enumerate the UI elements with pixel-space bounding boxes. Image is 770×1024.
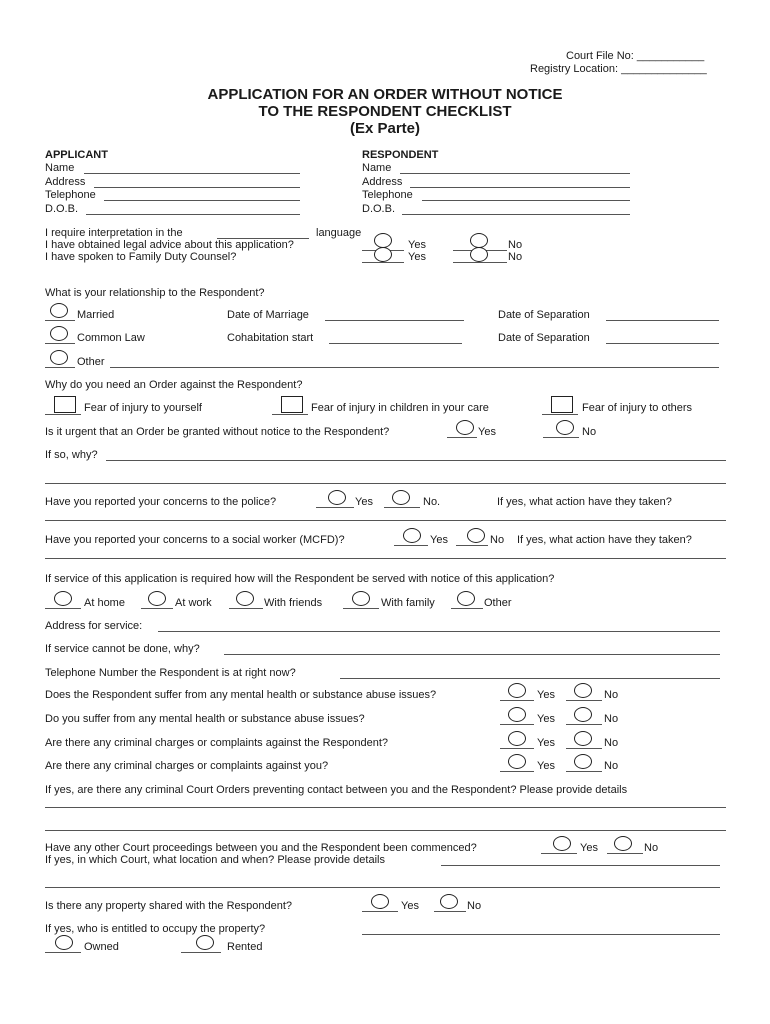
proceedings-question: Have any other Court proceedings between you and the Respondent been commenced? [45,842,477,854]
at-work-label: At work [175,597,212,609]
married-label: Married [77,309,115,321]
proceedings-no-line [607,853,643,854]
applicant-name-field[interactable] [84,173,300,174]
fear-others-label: Fear of injury to others [582,402,693,414]
you-mental-question: Do you suffer from any mental health or substance abuse issues? [45,713,365,725]
at-home-label: At home [84,597,125,609]
service-cannot-field[interactable] [224,654,720,655]
fear-children-label: Fear of injury in children in your care [311,402,489,414]
service-cannot-label: If service cannot be done, why? [45,643,200,655]
duty-counsel-no-radio[interactable] [470,247,488,262]
order-reason-question: Why do you need an Order against the Respondent? [45,379,303,391]
page-title-line3: (Ex Parte) [349,120,421,137]
police-no-label: No. [423,496,441,508]
respondent-address-field[interactable] [410,187,630,188]
respondent-name-label: Name [362,162,392,174]
fear-self-label: Fear of injury to yourself [84,402,202,414]
legal-advice-no-radio[interactable] [470,233,488,248]
respondent-mental-question: Does the Respondent suffer from any mental health or substance abuse issues? [45,689,437,701]
with-friends-line [229,608,263,609]
you-mental-yes-radio[interactable] [508,707,526,722]
cohabitation-start-label: Cohabitation start [227,332,314,344]
other-relationship-label: Other [77,356,105,368]
duty-counsel-question: I have spoken to Family Duty Counsel? [45,251,237,263]
property-no-radio[interactable] [440,894,458,909]
respondent-name-field[interactable] [400,173,630,174]
social-worker-question: Have you reported your concerns to a social worker (MCFD)? [45,534,345,546]
fear-self-checkbox[interactable] [54,396,76,413]
with-friends-label: With friends [264,597,323,609]
police-yes-radio[interactable] [328,490,346,505]
respondent-telephone-now-field[interactable] [340,678,720,679]
property-occupy-field[interactable] [362,934,720,935]
page-title-line2: TO THE RESPONDENT CHECKLIST [258,103,512,120]
applicant-address-label: Address [45,176,86,188]
cohabitation-start-field[interactable] [329,343,462,344]
property-occupy-question: If yes, who is entitled to occupy the property? [45,923,266,935]
fear-children-line [272,414,308,415]
proceedings-yes-label: Yes [580,842,598,854]
at-home-line [45,608,81,609]
fear-others-checkbox[interactable] [551,396,573,413]
urgent-yes-label: Yes [478,426,496,438]
urgent-no-line [543,437,579,438]
respondent-criminal-no-line [566,748,602,749]
legal-advice-yes-label: Yes [408,239,426,251]
court-file-no: Court File No: ___________ [566,50,705,62]
respondent-heading: RESPONDENT [362,149,439,161]
proceedings-details-field[interactable] [441,865,720,866]
date-of-separation-label-2: Date of Separation [498,332,590,344]
proceedings-yes-line [541,853,577,854]
court-orders-question: If yes, are there any criminal Court Orders preventing contact between you and the Respondent? Please provide details [45,784,628,796]
applicant-address-field[interactable] [94,187,300,188]
service-other-label: Other [484,597,512,609]
applicant-dob-label: D.O.B. [45,203,79,215]
property-yes-radio[interactable] [371,894,389,909]
service-other-radio[interactable] [457,591,475,606]
other-relationship-field[interactable] [110,367,719,368]
respondent-mental-no-line [566,700,602,701]
urgent-yes-radio[interactable] [456,420,474,435]
common-law-radio[interactable] [50,326,68,341]
fear-others-line [542,414,578,415]
legal-advice-yes-radio[interactable] [374,233,392,248]
social-worker-yes-radio[interactable] [403,528,421,543]
duty-counsel-yes-line [362,262,404,263]
at-work-radio[interactable] [148,591,166,606]
police-question: Have you reported your concerns to the police? [45,496,277,508]
police-no-radio[interactable] [392,490,410,505]
you-criminal-yes-line [500,771,534,772]
police-yes-line [316,507,354,508]
you-criminal-yes-label: Yes [537,760,555,772]
property-yes-line [362,911,398,912]
duty-counsel-no-line [453,262,507,263]
social-worker-yes-label: Yes [430,534,448,546]
rented-radio[interactable] [196,935,214,950]
proceedings-yes-radio[interactable] [553,836,571,851]
date-of-separation-field-1[interactable] [606,320,719,321]
you-criminal-question: Are there any criminal charges or complaints against you? [45,760,329,772]
at-work-line [141,608,173,609]
proceedings-no-radio[interactable] [614,836,632,851]
rented-line [181,952,221,953]
proceedings-details-field-2[interactable] [45,887,720,888]
owned-label: Owned [84,941,119,953]
you-criminal-no-label: No [604,760,619,772]
proceedings-no-label: No [644,842,659,854]
respondent-mental-yes-radio[interactable] [508,683,526,698]
date-of-marriage-label: Date of Marriage [227,309,309,321]
urgent-why-field-2[interactable] [45,483,726,484]
respondent-telephone-field[interactable] [422,200,630,201]
registry-location: Registry Location: ______________ [530,63,707,75]
social-worker-no-label: No [490,534,505,546]
social-worker-action-label: If yes, what action have they taken? [517,534,692,546]
property-yes-label: Yes [401,900,419,912]
you-criminal-no-line [566,771,602,772]
applicant-name-label: Name [45,162,75,174]
urgent-why-field[interactable] [106,460,726,461]
date-of-marriage-field[interactable] [325,320,464,321]
rented-label: Rented [227,941,263,953]
respondent-mental-yes-line [500,700,534,701]
court-orders-field[interactable] [45,807,726,808]
legal-advice-no-label: No [508,239,523,251]
date-of-separation-field-2[interactable] [606,343,719,344]
respondent-criminal-yes-label: Yes [537,737,555,749]
respondent-criminal-yes-line [500,748,534,749]
page-title-line1: APPLICATION FOR AN ORDER WITHOUT NOTICE [207,86,563,103]
married-radio[interactable] [50,303,68,318]
property-no-line [434,911,466,912]
urgent-no-label: No [582,426,597,438]
police-yes-label: Yes [355,496,373,508]
common-law-label: Common Law [77,332,145,344]
you-criminal-yes-radio[interactable] [508,754,526,769]
respondent-criminal-yes-radio[interactable] [508,731,526,746]
social-worker-action-field[interactable] [45,558,726,559]
police-no-line [384,507,420,508]
social-worker-yes-line [394,545,428,546]
applicant-dob-field[interactable] [86,214,300,215]
service-address-label: Address for service: [45,620,143,632]
other-relationship-radio[interactable] [50,350,68,365]
married-line [45,320,75,321]
service-address-field[interactable] [158,631,720,632]
police-action-label: If yes, what action have they taken? [497,496,672,508]
respondent-telephone-now-label: Telephone Number the Respondent is at right now? [45,667,296,679]
you-mental-yes-label: Yes [537,713,555,725]
legal-advice-question: I have obtained legal advice about this application? [45,239,294,251]
social-worker-no-line [456,545,488,546]
you-mental-no-label: No [604,713,619,725]
respondent-mental-yes-label: Yes [537,689,555,701]
respondent-criminal-no-radio[interactable] [574,731,592,746]
owned-radio[interactable] [55,935,73,950]
urgent-no-radio[interactable] [556,420,574,435]
respondent-criminal-question: Are there any criminal charges or complaints against the Respondent? [45,737,389,749]
urgent-question: Is it urgent that an Order be granted without notice to the Respondent? [45,426,390,438]
respondent-telephone-label: Telephone [362,189,413,201]
applicant-telephone-field[interactable] [104,200,300,201]
service-question: If service of this application is required how will the Respondent be served with notice of this application? [45,573,555,585]
respondent-dob-field[interactable] [402,214,630,215]
court-orders-field-2[interactable] [45,830,726,831]
police-action-field[interactable] [45,520,726,521]
with-family-radio[interactable] [352,591,370,606]
respondent-criminal-no-label: No [604,737,619,749]
common-law-line [45,343,75,344]
duty-counsel-yes-radio[interactable] [374,247,392,262]
respondent-mental-no-label: No [604,689,619,701]
you-mental-no-line [566,724,602,725]
applicant-telephone-label: Telephone [45,189,96,201]
you-mental-no-radio[interactable] [574,707,592,722]
social-worker-no-radio[interactable] [467,528,485,543]
duty-counsel-no-label: No [508,251,523,263]
respondent-mental-no-radio[interactable] [574,683,592,698]
with-friends-radio[interactable] [236,591,254,606]
fear-self-line [45,414,81,415]
relationship-question: What is your relationship to the Respondent? [45,287,265,299]
other-line [45,367,75,368]
applicant-heading: APPLICANT [45,149,108,161]
urgent-if-so-label: If so, why? [45,449,98,461]
duty-counsel-yes-label: Yes [408,251,426,263]
service-other-line [451,608,483,609]
fear-children-checkbox[interactable] [281,396,303,413]
property-no-label: No [467,900,482,912]
property-question: Is there any property shared with the Respondent? [45,900,293,912]
respondent-address-label: Address [362,176,403,188]
date-of-separation-label-1: Date of Separation [498,309,590,321]
you-criminal-no-radio[interactable] [574,754,592,769]
urgent-yes-line [447,437,477,438]
respondent-dob-label: D.O.B. [362,203,396,215]
you-mental-yes-line [500,724,534,725]
proceedings-details-label: If yes, in which Court, what location and when? Please provide details [45,854,385,866]
with-family-label: With family [381,597,435,609]
language-label: language [316,227,362,239]
owned-line [45,952,81,953]
with-family-line [343,608,379,609]
at-home-radio[interactable] [54,591,72,606]
interpretation-label: I require interpretation in the [45,227,183,239]
